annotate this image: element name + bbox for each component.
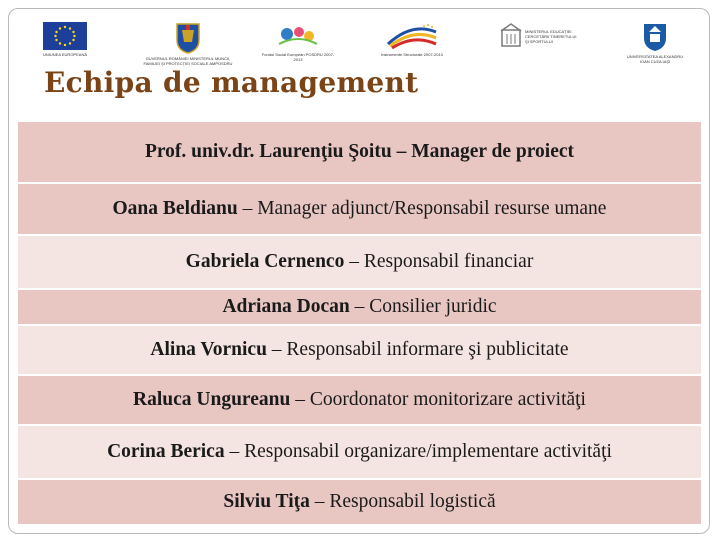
separator: – — [344, 251, 364, 272]
logo-university — [622, 22, 688, 64]
member-name: Silviu Tiţa — [223, 491, 310, 512]
member-name: Alina Vornicu — [150, 339, 267, 360]
member-name: Corina Berica — [107, 441, 225, 462]
team-table — [18, 122, 701, 526]
member-role: Manager de proiect — [411, 141, 575, 162]
logo-ministry — [500, 22, 579, 48]
member-role: Responsabil logistică — [329, 491, 496, 512]
team-row — [18, 326, 701, 376]
logo-government — [140, 22, 236, 66]
romania-coat-of-arms-icon — [173, 22, 203, 54]
logo-caption: UNIUNEA EUROPEANĂ — [42, 52, 87, 57]
instrumente-structurale-icon — [384, 22, 440, 50]
member-role: Consilier juridic — [369, 296, 497, 317]
logo-caption: MINISTERUL EDUCAŢIEI CERCETĂRII TINERETULUI ŞI SPORTULUI — [525, 28, 577, 44]
logo-caption: Instrumente Structurale 2007-2013 — [381, 52, 443, 57]
team-row — [18, 480, 701, 526]
member-name: Raluca Ungureanu — [133, 389, 291, 410]
separator: – — [266, 339, 287, 360]
member-role: Responsabil informare şi publicitate — [286, 339, 569, 360]
member-role: Coordonator monitorizare activităţi — [309, 389, 586, 410]
team-row — [18, 184, 701, 236]
university-crest-icon — [641, 22, 669, 52]
page-title: Echipa de management — [44, 66, 419, 99]
separator: – — [349, 296, 370, 317]
logo-eu — [30, 22, 100, 57]
team-row — [18, 426, 701, 480]
member-name: Oana Beldianu — [112, 198, 238, 219]
team-row — [18, 122, 701, 184]
member-name: Adriana Docan — [222, 296, 350, 317]
logo-fse — [260, 22, 336, 62]
logo-instrumente — [374, 22, 450, 57]
separator: – — [391, 141, 412, 162]
member-role: Manager adjunct/Responsabil resurse umane — [257, 198, 607, 219]
separator: – — [290, 389, 310, 410]
team-row — [18, 290, 701, 326]
ministry-education-icon — [500, 22, 522, 48]
logo-caption: Fondul Social European POSDRU 2007-2013 — [261, 52, 335, 62]
eu-flag-icon — [43, 22, 87, 50]
member-role: Responsabil financiar — [363, 251, 534, 272]
member-name: Gabriela Cernenco — [185, 251, 345, 272]
member-name: Prof. univ.dr. Laurenţiu Şoitu — [144, 141, 392, 162]
separator: – — [224, 441, 245, 462]
separator: – — [237, 198, 258, 219]
logo-caption: GUVERNUL ROMÂNIEI MINISTERUL MUNCII, FAMILIEI ŞI PROTECŢIEI SOCIALE AMPOSDRU — [143, 56, 233, 66]
team-row — [18, 376, 701, 426]
separator: – — [309, 491, 330, 512]
member-role: Responsabil organizare/implementare activităţi — [244, 441, 612, 462]
logo-caption: UNIVERSITATEA ALEXANDRU IOAN CUZA IAŞI — [626, 54, 684, 64]
team-row — [18, 236, 701, 290]
fse-logo-icon — [273, 22, 323, 50]
